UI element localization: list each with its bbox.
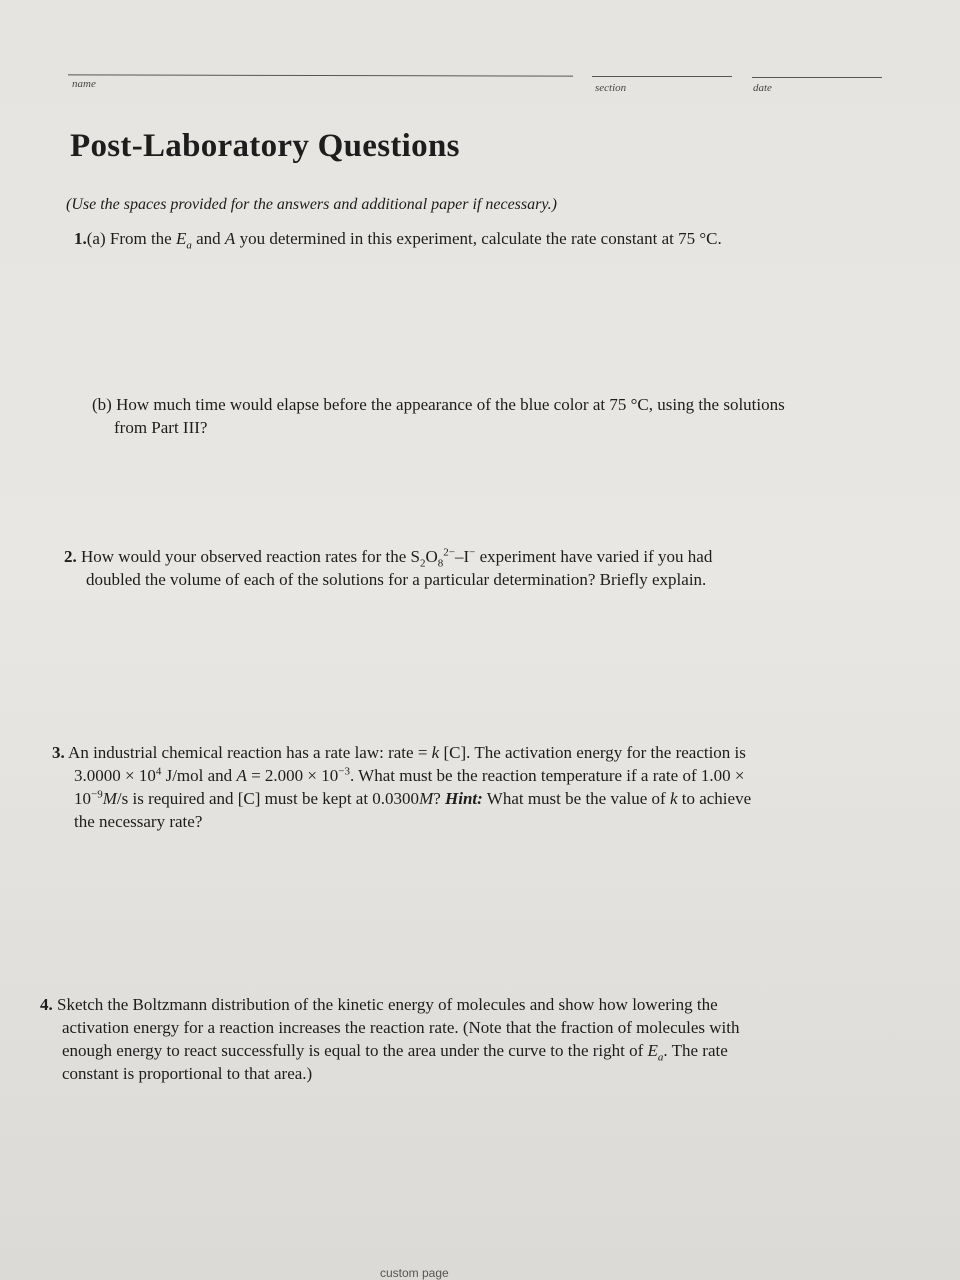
q1a-text-post: you determined in this experiment, calculate the rate constant at 75 °C. (235, 229, 722, 248)
q4-line-3 (40, 1039, 740, 1062)
q3-l3-e: to achieve (677, 789, 752, 808)
q2-line-2: doubled the volume of each of the solutions for a particular determination? Briefly explain. (86, 570, 707, 589)
q4-l3-pre: enough energy to react successfully is equal to the area under the curve to the right of (62, 1041, 648, 1060)
sulfur-symbol: S (410, 547, 420, 566)
question-number: 3. (52, 743, 65, 762)
q3-l2-b: J/mol and (161, 766, 237, 785)
q3-l3-c: ? (433, 789, 446, 808)
page-title: Post-Laboratory Questions (70, 128, 460, 164)
iodide-charge: − (469, 546, 476, 559)
q3-l3-b: /s is required and [C] must be kept at 0.0300 (116, 789, 420, 808)
q1a-text-pre: From the (105, 229, 176, 248)
question-1a (74, 227, 722, 250)
exponent: 4 (155, 765, 162, 778)
date-rule (752, 77, 882, 78)
instructions: (Use the spaces provided for the answers and additional paper if necessary.) (66, 196, 557, 213)
sulfur-subscript: 2 (419, 557, 426, 570)
q2-text-pre: How would your observed reaction rates for the (76, 547, 411, 566)
question-part: (b) (92, 395, 112, 414)
q3-l2-a: 3.0000 × 10 (74, 766, 156, 785)
footer-text: custom page (380, 1266, 449, 1280)
molarity-unit: M (102, 789, 117, 808)
question-part: (a) (86, 229, 106, 248)
a-symbol: A (236, 766, 247, 785)
q4-line-4: constant is proportional to that area.) (62, 1064, 313, 1083)
q3-line-3 (52, 787, 751, 810)
question-3 (52, 741, 751, 833)
q3-l3-a: 10 (74, 789, 91, 808)
question-1b (92, 393, 785, 439)
name-label: name (72, 78, 96, 90)
q3-l3-d: What must be the value of (482, 789, 670, 808)
a-symbol: A (224, 229, 236, 248)
exponent: −9 (91, 788, 103, 801)
name-rule (68, 74, 573, 76)
q3-line-4: the necessary rate? (74, 812, 203, 831)
charge-superscript: 2− (443, 546, 455, 559)
section-label: section (595, 82, 627, 94)
question-number: 4. (40, 995, 53, 1014)
date-label: date (753, 82, 772, 94)
ea-symbol: E (175, 229, 187, 248)
oxygen-symbol: O (425, 547, 438, 566)
question-number: 2. (64, 547, 77, 566)
question-number: 1. (74, 229, 87, 248)
section-rule (592, 76, 732, 77)
exponent: −3 (338, 765, 350, 778)
q4-line-2: activation energy for a reaction increases the reaction rate. (Note that the fraction of molecules with (62, 1018, 740, 1037)
q2-text-post: experiment have varied if you had (475, 547, 713, 566)
ea-symbol: E (647, 1041, 658, 1060)
hint-label: Hint: (445, 789, 483, 808)
q3-l2-c: = 2.000 × 10 (246, 766, 339, 785)
k-symbol: k (669, 789, 678, 808)
q3-line-1-post: [C]. The activation energy for the reaction is (439, 743, 746, 762)
molarity-unit: M (419, 789, 434, 808)
oxygen-subscript: 8 (437, 557, 444, 570)
q4-l3-post: . The rate (663, 1041, 728, 1060)
q3-l2-d: . What must be the reaction temperature if a rate of 1.00 × (349, 766, 745, 785)
q1a-text-mid: and (191, 229, 225, 248)
q1b-line-2: from Part III? (114, 418, 208, 437)
ea-subscript: a (186, 239, 192, 252)
question-2 (64, 545, 712, 591)
q4-line-1: Sketch the Boltzmann distribution of the kinetic energy of molecules and show how lowering the (52, 995, 718, 1014)
question-4 (40, 993, 740, 1085)
k-symbol: k (431, 743, 440, 762)
ea-subscript: a (657, 1051, 664, 1064)
iodide-symbol: –I (454, 547, 470, 566)
q1b-line-1: How much time would elapse before the appearance of the blue color at 75 °C, using the solutions (111, 395, 785, 414)
q3-line-1-pre: An industrial chemical reaction has a rate law: rate = (64, 743, 432, 762)
q3-line-2 (52, 764, 751, 787)
